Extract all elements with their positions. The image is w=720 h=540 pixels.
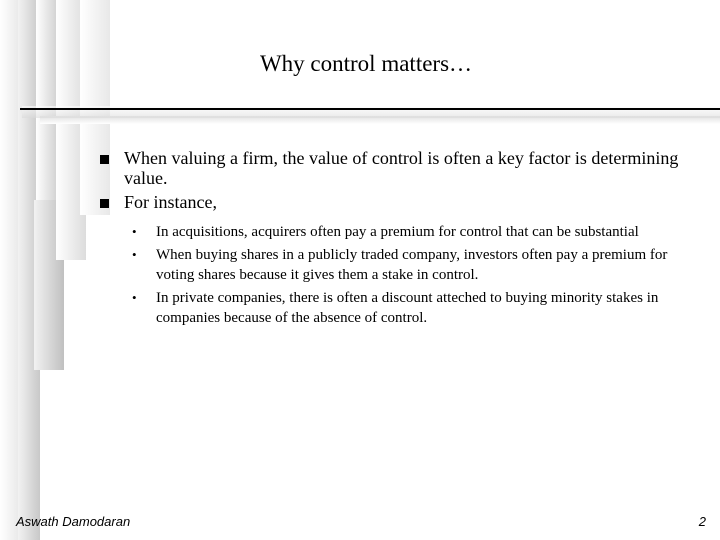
title-divider	[20, 108, 720, 110]
sub-bullet-text: In private companies, there is often a discount atteched to buying minority stakes in companies because of the absence of control.	[156, 290, 659, 326]
dot-bullet-icon: •	[132, 247, 137, 262]
bullet-list	[98, 148, 698, 331]
slide-title: Why control matters…	[259, 51, 473, 76]
square-bullet-icon	[100, 199, 109, 208]
sub-bullet-text: In acquisitions, acquirers often pay a premium for control that can be substantial	[156, 224, 639, 240]
bullet-text: For instance,	[124, 192, 217, 212]
sub-bullet-text: When buying shares in a publicly traded company, investors often pay a premium for voting shares because it gives them a stake in control.	[156, 247, 668, 283]
sub-bullet-item	[128, 245, 696, 285]
dot-bullet-icon: •	[132, 224, 137, 239]
sub-bullet-item	[128, 288, 696, 328]
sub-bullet-list	[128, 222, 698, 328]
bullet-item	[98, 192, 698, 212]
bullet-text: When valuing a firm, the value of control is often a key factor is determining value.	[124, 148, 679, 188]
square-bullet-icon	[100, 155, 109, 164]
dot-bullet-icon: •	[132, 290, 137, 305]
sub-bullet-item	[128, 222, 696, 242]
bullet-item	[98, 148, 698, 188]
footer-author: Aswath Damodaran	[16, 514, 131, 529]
page-number: 2	[698, 514, 706, 529]
